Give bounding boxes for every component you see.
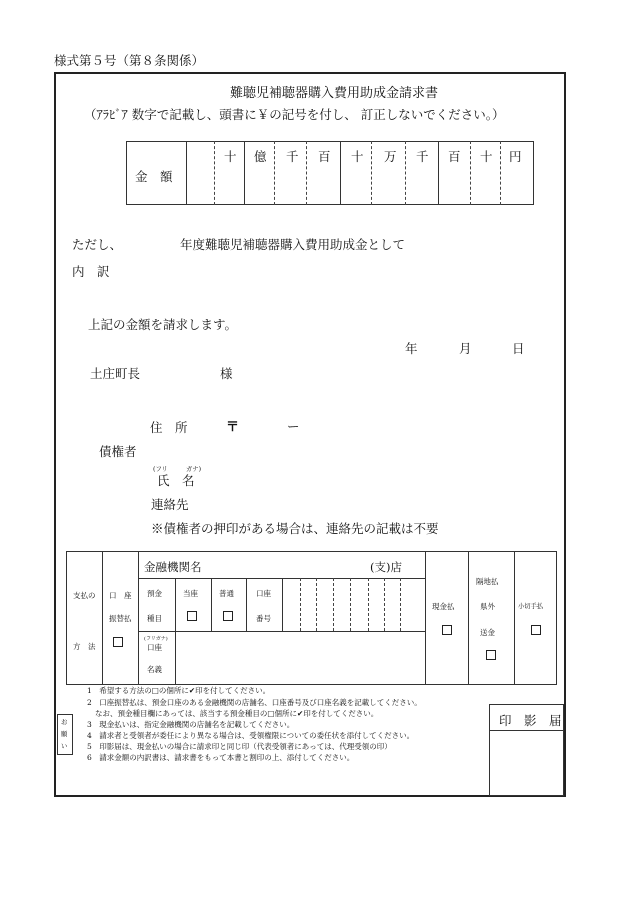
- unit-label: 十: [351, 149, 364, 164]
- note-line: 3 現金払いは、指定金融機関の店舗名を記載してください。: [87, 720, 295, 729]
- breakdown-label: 内 訳: [72, 264, 110, 279]
- unit-label: 百: [318, 149, 331, 164]
- remote-label: 送金: [480, 628, 495, 637]
- transfer-label: 口 座: [109, 591, 132, 600]
- unit-label: 億: [254, 149, 267, 164]
- bank-name-label: 金融機関名: [144, 560, 202, 574]
- tadashi-text: ただし、: [72, 237, 123, 252]
- current-label: 当座: [183, 589, 198, 598]
- note-line: 5 印影届は、現金払いの場合に請求印と同じ印（代表受領者にあっては、代理受領の印）: [87, 742, 392, 751]
- unit-label: 十: [480, 149, 493, 164]
- account-number-label: 番号: [256, 614, 271, 623]
- transfer-label: 振替払: [109, 614, 132, 623]
- deposit-type-label: 種目: [147, 614, 162, 623]
- date-month: 月: [459, 341, 472, 356]
- unit-label: 百: [448, 149, 461, 164]
- note-line: 4 請求者と受領者が委任により異なる場合は、受領権限についての委任状を添付してください。: [87, 731, 415, 740]
- holder-label: 口座: [147, 643, 162, 652]
- remote-checkbox[interactable]: [486, 650, 496, 660]
- purpose-text: 年度難聴児補聴器購入費用助成金として: [180, 237, 406, 252]
- ordinary-label: 普通: [219, 589, 234, 598]
- addressee-name: 土庄町長: [90, 366, 141, 381]
- request-char: お: [61, 719, 68, 726]
- amount-label: 金 額: [135, 169, 173, 184]
- transfer-checkbox[interactable]: [113, 637, 123, 647]
- address-label: 住 所: [150, 420, 188, 435]
- request-char: い: [61, 743, 68, 750]
- claim-text: 上記の金額を請求します。: [88, 317, 238, 332]
- note-line: 6 請求金額の内訳書は、請求書をもって本書と割印の上、添付してください。: [87, 753, 355, 762]
- request-char: 願: [61, 731, 68, 738]
- check-label: 小切手払: [518, 603, 544, 610]
- unit-label: 十: [224, 149, 237, 164]
- contact-label: 連絡先: [151, 497, 189, 512]
- payment-method-label: 方 法: [73, 642, 96, 651]
- current-checkbox[interactable]: [187, 611, 197, 621]
- note-line: 2 口座振替払は、預金口座のある金融機関の店舗名、口座番号及び口座名義を記載してください。: [87, 698, 422, 707]
- form-title: 難聴児補聴器購入費用助成金請求書: [230, 86, 439, 101]
- seal-note: ※債権者の押印がある場合は、連絡先の記載は不要: [151, 521, 439, 536]
- cash-label: 現金払: [432, 602, 455, 611]
- holder-kana-label: (フリガナ): [144, 636, 168, 642]
- date-day: 日: [512, 341, 525, 356]
- remote-label: 県外: [480, 602, 495, 611]
- unit-label: 万: [384, 149, 397, 164]
- unit-label: 千: [416, 149, 429, 164]
- furigana-label: ガナ): [186, 466, 202, 473]
- seal-label: 印 影 届: [499, 713, 562, 728]
- cash-checkbox[interactable]: [442, 625, 452, 635]
- payment-method-label: 支払の: [73, 591, 96, 600]
- account-number-label: 口座: [256, 589, 271, 598]
- form-number: 様式第５号（第８条関係）: [54, 53, 205, 68]
- addressee-honorific: 様: [220, 366, 233, 381]
- postal-dash: ー: [287, 419, 300, 434]
- deposit-type-label: 預金: [147, 589, 162, 598]
- creditor-label: 債権者: [99, 444, 137, 459]
- remote-label: 隔地払: [476, 577, 499, 586]
- branch-label: (支)店: [370, 560, 402, 574]
- payment-table: [66, 551, 557, 685]
- postal-mark: 〒: [226, 420, 240, 435]
- date-year: 年: [405, 341, 418, 356]
- instruction-text: （ｱﾗﾋﾞｱ 数字で記載し、頭書に￥の記号を付し、 訂正しないでください。）: [84, 107, 505, 122]
- check-checkbox[interactable]: [531, 625, 541, 635]
- name-label: 氏 名: [157, 473, 195, 488]
- unit-label: 千: [286, 149, 299, 164]
- holder-label: 名義: [147, 665, 162, 674]
- note-line: 1 希望する方法の□の個所に✔印を付してください。: [87, 686, 271, 695]
- furigana-label: (フリ: [153, 466, 168, 473]
- note-line: なお、預金種目欄にあっては、該当する預金種目の□個所に✔印を付してください。: [95, 709, 379, 718]
- unit-label: 円: [509, 149, 522, 164]
- ordinary-checkbox[interactable]: [223, 611, 233, 621]
